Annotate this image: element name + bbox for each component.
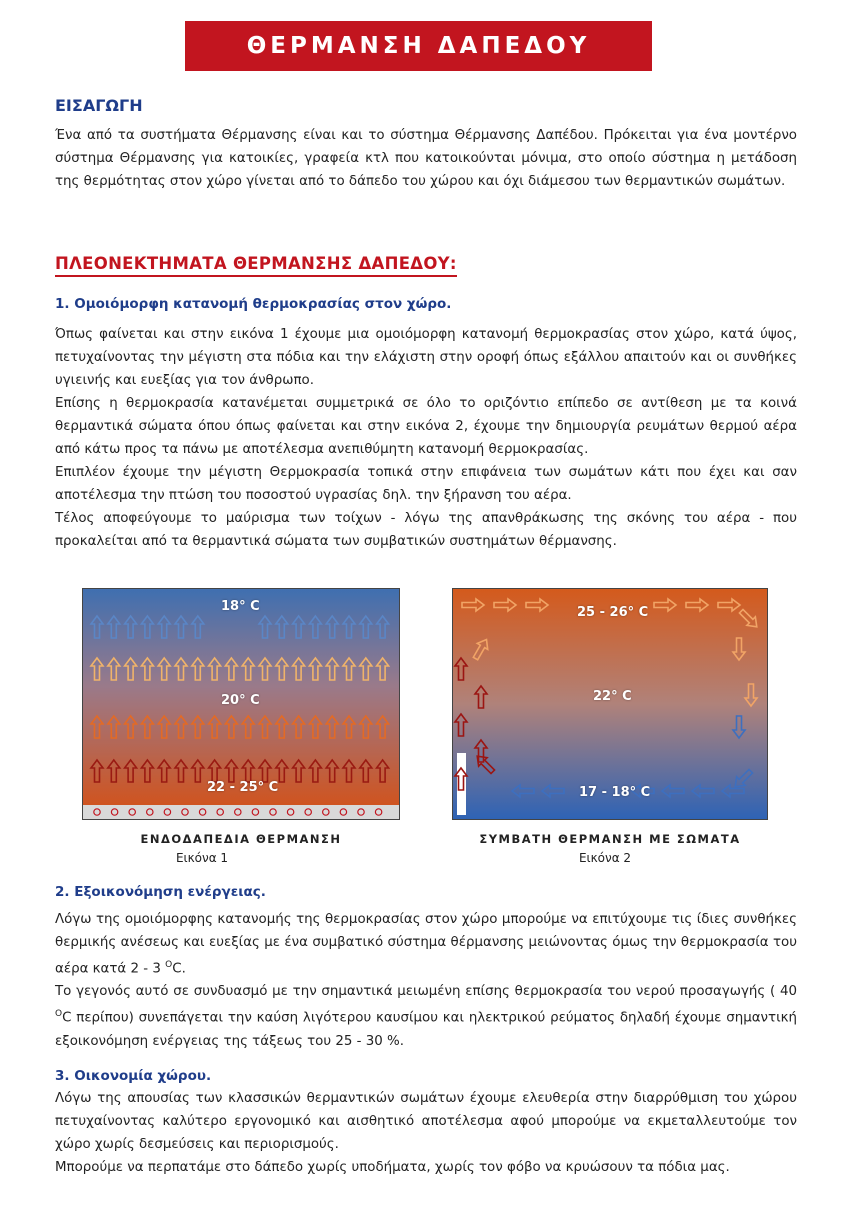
advantages-heading: ΠΛΕΟΝΕΚΤΗΜΑΤΑ ΘΕΡΜΑΝΣΗΣ ΔΑΠΕΔΟΥ: xyxy=(55,254,457,277)
intro-text xyxy=(55,124,797,193)
section3-heading: 3. Οικονομία χώρου. xyxy=(55,1068,212,1084)
section1-paragraph-2: Επίσης η θερμοκρασία κατανέμεται συμμετρικά σε όλο το οριζόντιο επίπεδο σε αντίθεση με τα κοινά θερμαντικά σώματα όπου όπως φαίνεται και στην εικόνα 2, έχουμε την δημιουργία ρευμάτων θερμού αέρα από κάτω προς τα πάνω με αποτέλεσμα ανεπιθύμητη κατανομή θερμοκρασίας. xyxy=(55,396,797,457)
section2-paragraph-2-text-b: περίπου) συνεπάγεται την καύση λιγότερου καυσίμου και ηλεκτρικού ρεύματος δηλαδή έχουμε σημαντική εξοικονόμηση ενέργειας της τάξεως του 25 - 30 %. xyxy=(55,1010,797,1049)
section1-text xyxy=(55,323,797,553)
intro-paragraph: Ένα από τα συστήματα Θέρμανσης είναι και το σύστημα Θέρμανσης Δαπέδου. Πρόκειται για ένα μοντέρνο σύστημα Θέρμανσης για κατοικίες, γραφεία κτλ που κατοικούνται μόνιμα, στο οποίο σύστημα η μετάδοση της θερμότητας στον χώρο γίνεται από το δάπεδο του χώρου και όχι διάμεσου των θερμαντικών σωμάτων. xyxy=(55,128,797,189)
unit-c: C xyxy=(62,1010,72,1026)
degree-superscript: O xyxy=(165,960,173,970)
section2-paragraph-1 xyxy=(55,908,797,980)
section1-paragraph-3: Επιπλέον έχουμε την μέγιστη Θερμοκρασία τοπικά στην επιφάνεια των σωμάτων κάτι που έχει και σαν αποτέλεσμα την πτώση του ποσοστού υγρασίας δηλ. την ξήρανση του αέρα. xyxy=(55,465,797,503)
section2-paragraph-1-text: Λόγω της ομοιόμορφης κατανομής της θερμοκρασίας στον χώρο μπορούμε να επιτύχουμε τις ίδιες συνθήκες θερμικής ανέσεως και ευεξίας με ένα συμβατικό σύστημα θέρμανσης μειώνοντας όμως την θερμοκρασία του αέρα κατά 2 - 3 xyxy=(55,912,797,977)
section1-paragraph-4: Τέλος αποφεύγουμε το μαύρισμα των τοίχων - λόγω της απανθράκωσης της σκόνης του αέρα - που προκαλείται από τα θερμαντικά σώματα των συμβατικών συστημάτων θέρμανσης. xyxy=(55,511,797,549)
degree-superscript: O xyxy=(55,1009,63,1020)
section3-paragraph-2: Μπορούμε να περπατάμε στο δάπεδο χωρίς υποδήματα, χωρίς τον φόβο να κρυώσουν τα πόδια μας. xyxy=(55,1160,730,1175)
intro-heading: ΕΙΣΑΓΩΓΗ xyxy=(55,96,143,115)
section3-text xyxy=(55,1087,797,1179)
fig2-temp-top: 25 - 26° C xyxy=(577,605,649,620)
fig1-title: ΕΝΔΟΔΑΠΕΔΙΑ ΘΕΡΜΑΝΣΗ xyxy=(140,832,342,846)
fig2-caption: Εικόνα 2 xyxy=(578,851,632,865)
section2-text xyxy=(55,908,797,1053)
fig1-temp-top: 18° C xyxy=(221,599,260,614)
fig2-temp-mid: 22° C xyxy=(593,689,632,704)
section1-heading: 1. Ομοιόμορφη κατανομή θερμοκρασίας στον χώρο. xyxy=(55,296,452,312)
fig1-temp-bottom: 22 - 25° C xyxy=(207,780,279,795)
fig1-caption: Εικόνα 1 xyxy=(175,851,229,865)
fig2-temp-bottom: 17 - 18° C xyxy=(579,785,651,800)
section2-paragraph-2-text-a: Το γεγονός αυτό σε συνδυασμό με την σημαντικά μειωμένη επίσης θερμοκρασία του νερού προσαγωγής ( 40 xyxy=(55,984,797,1000)
fig1-temp-mid: 20° C xyxy=(221,693,260,708)
unit-celsius: C. xyxy=(172,961,186,977)
page-title: ΘΕΡΜΑΝΣΗ ΔΑΠΕΔΟΥ xyxy=(246,33,591,59)
section3-paragraph-1: Λόγω της απουσίας των κλασσικών θερμαντικών σωμάτων έχουμε ελευθερία στην διαρρύθμιση του χώρου πετυχαίνοντας καλύτερο εργονομικό και αισθητικό αποτέλεσμα αφού μπορούμε να εκμεταλλευτούμε τον χώρο χωρίς δεσμεύσεις και περιορισμούς. xyxy=(55,1091,797,1152)
figure-radiator-heating xyxy=(452,588,768,820)
figure-underfloor-heating xyxy=(82,588,400,820)
page-title-banner xyxy=(185,21,652,71)
section2-paragraph-2 xyxy=(55,980,797,1052)
section2-heading: 2. Εξοικονόμηση ενέργειας. xyxy=(55,884,266,900)
section1-paragraph-1: Όπως φαίνεται και στην εικόνα 1 έχουμε μια ομοιόμορφη κατανομή θερμοκρασίας στον χώρο, κατά ύψος, πετυχαίνοντας την μέγιστη στα πόδια και την ελάχιστη στην οροφή όπως εξάλλου απαιτούν και οι συνθήκες υγιεινής και ευεξίας για τον άνθρωπο. xyxy=(55,327,797,388)
fig2-title: ΣΥΜΒΑΤΗ ΘΕΡΜΑΝΣΗ ΜΕ ΣΩΜΑΤΑ xyxy=(479,832,741,846)
